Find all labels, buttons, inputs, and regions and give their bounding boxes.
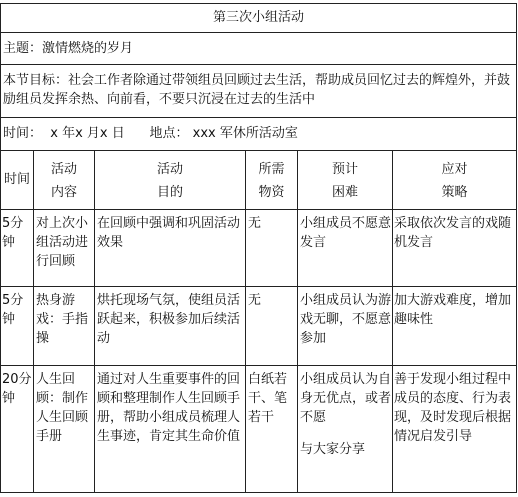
header-time: 时间 xyxy=(3,172,30,187)
header-strategy-line2: 策略 xyxy=(441,185,468,200)
row1-content: 对上次小组活动进行回顾 xyxy=(36,216,89,269)
header-purpose-line2: 目的 xyxy=(156,185,183,200)
row2-materials: 无 xyxy=(248,293,262,308)
theme-text: 主题：激情燃烧的岁月 xyxy=(3,41,134,56)
header-purpose-line1: 活动 xyxy=(156,162,183,177)
time-place-text: 时间： x 年x 月x 日 地点： xxx 军休所活动室 xyxy=(3,126,298,141)
row-divider xyxy=(0,209,517,210)
row-divider xyxy=(0,286,517,287)
row1-time: 5分钟 xyxy=(2,216,24,250)
row3-materials: 白纸若干、笔若干 xyxy=(248,372,288,425)
table-border-bottom xyxy=(0,492,517,493)
row3-difficulty-part2: 与大家分享 xyxy=(300,442,366,457)
row3-content: 人生回顾：制作人生回顾手册 xyxy=(36,372,89,444)
row-divider xyxy=(0,117,517,118)
header-content-line2: 内容 xyxy=(50,185,77,200)
header-materials-line2: 物资 xyxy=(258,185,285,200)
row1-strategy: 采取依次发言的戏随机发言 xyxy=(394,216,512,250)
table-title: 第三次小组活动 xyxy=(212,10,304,25)
goal-text: 本节目标：社会工作者除通过带领组员回顾过去生活，帮助成员回忆过去的辉煌外，并鼓励组员发挥余热、向前看，不要只沉浸在过去的生活中 xyxy=(3,73,511,107)
row2-strategy: 加大游戏难度，增加趣味性 xyxy=(394,293,512,327)
table-border-left xyxy=(0,3,1,493)
row1-materials: 无 xyxy=(248,216,262,231)
table-border-right xyxy=(516,3,517,493)
row3-purpose: 通过对人生重要事件的回顾和整理制作人生回顾手册，帮助小组成员梳理人生事迹，肯定其生命价值 xyxy=(97,372,241,444)
row-divider xyxy=(0,64,517,65)
row1-purpose: 在回顾中强调和巩固活动效果 xyxy=(97,216,241,250)
table-border-top xyxy=(0,3,517,4)
header-difficulty-line2: 困难 xyxy=(331,185,358,200)
row1-difficulty: 小组成员不愿意发言 xyxy=(300,216,392,250)
row-divider xyxy=(0,32,517,33)
header-difficulty-line1: 预计 xyxy=(331,162,358,177)
row2-time: 5分钟 xyxy=(2,293,24,327)
header-strategy-line1: 应对 xyxy=(441,162,468,177)
row2-difficulty: 小组成员认为游戏无聊，不愿意参加 xyxy=(300,293,392,346)
row-divider xyxy=(0,150,517,151)
row3-time: 20分钟 xyxy=(2,372,32,406)
header-content-line1: 活动 xyxy=(50,162,77,177)
row2-content: 热身游戏：手指操 xyxy=(36,293,89,346)
row2-purpose: 烘托现场气氛，使组员活跃起来，积极参加后续活动 xyxy=(97,293,241,346)
header-materials-line1: 所需 xyxy=(258,162,285,177)
row3-difficulty-part1: 小组成员认为自身无优点，或者不愿 xyxy=(300,372,392,425)
row-divider xyxy=(0,365,517,366)
row3-strategy: 善于发现小组过程中成员的态度、行为表现，及时发现后根据情况启发引导 xyxy=(394,372,512,444)
